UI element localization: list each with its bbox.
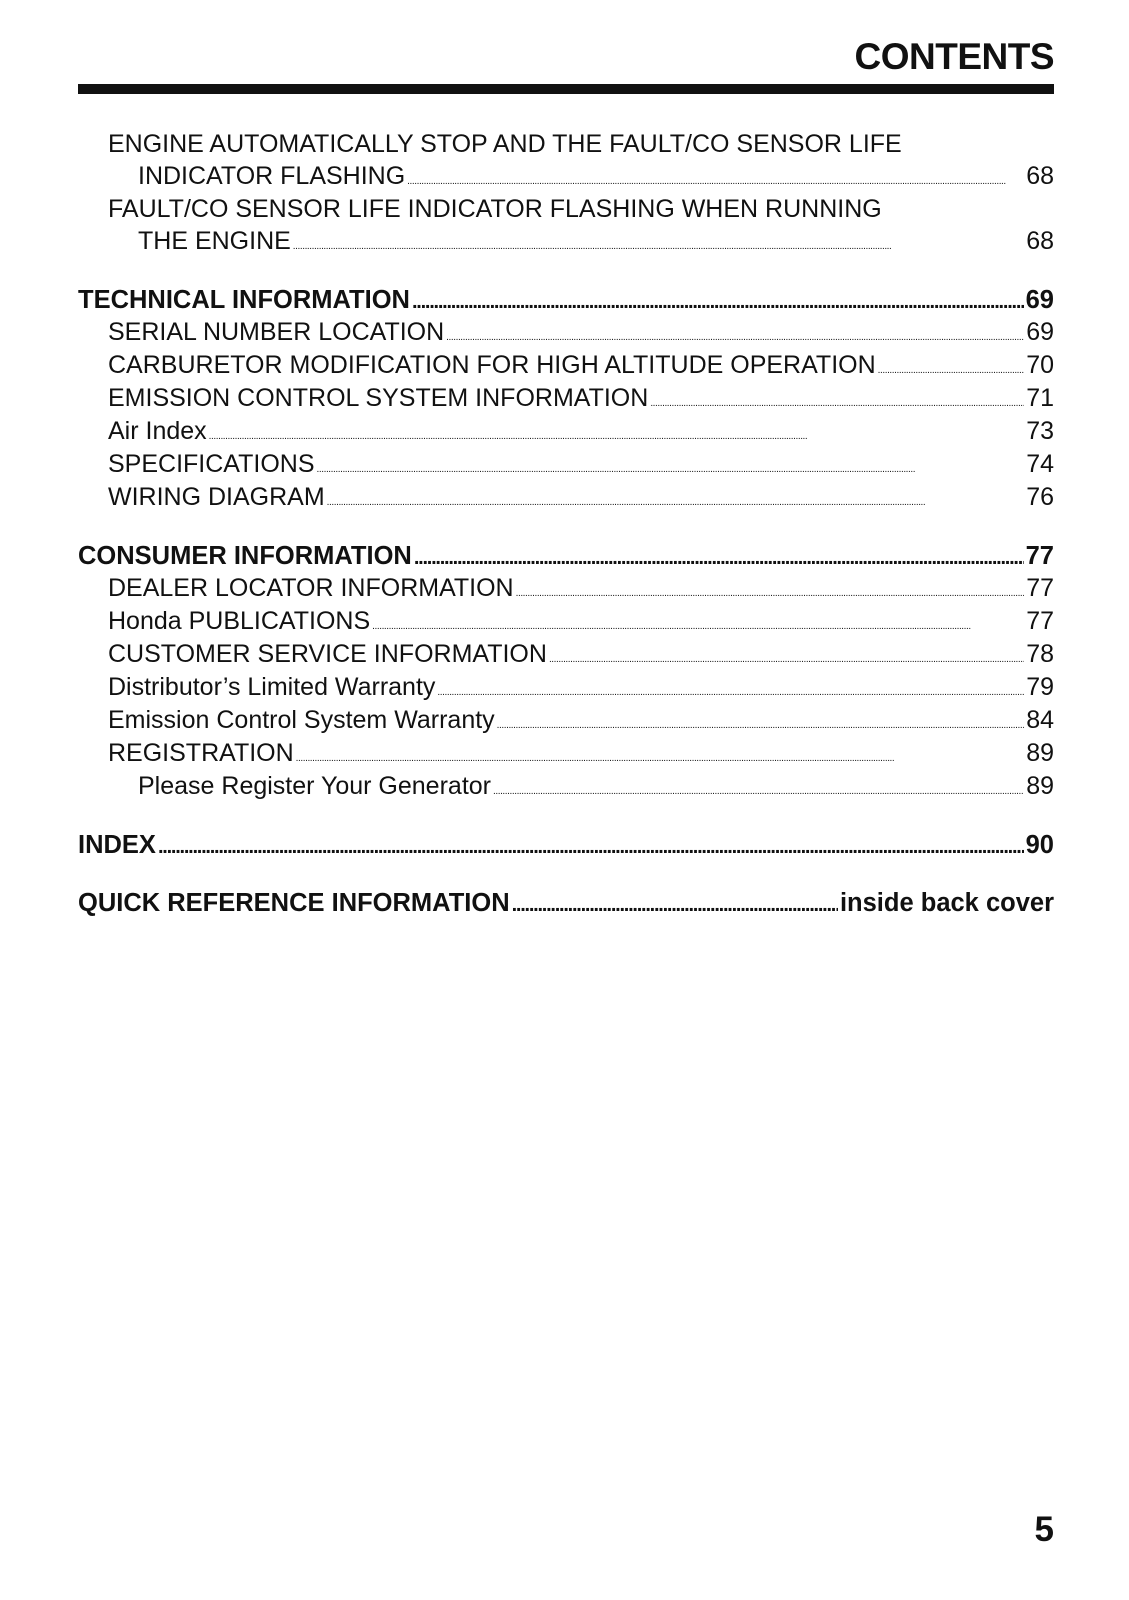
toc-entry-page: 68 bbox=[1026, 162, 1054, 190]
page-number: 5 bbox=[1034, 1510, 1054, 1549]
toc-entry-page: 84 bbox=[1026, 706, 1054, 734]
toc-entry-label: ENGINE AUTOMATICALLY STOP AND THE FAULT/CO SENSOR LIFE bbox=[108, 130, 902, 158]
dot-leader bbox=[516, 583, 1025, 605]
toc-entry-label: WIRING DIAGRAM bbox=[108, 483, 325, 511]
toc-entry-page: 78 bbox=[1026, 640, 1054, 668]
toc-entry[interactable] bbox=[78, 316, 1054, 349]
page-title: CONTENTS bbox=[854, 36, 1054, 77]
dot-leader bbox=[549, 649, 1024, 671]
toc-entry-label: THE ENGINE bbox=[138, 227, 291, 255]
toc-entry-label: Honda PUBLICATIONS bbox=[108, 607, 371, 635]
dot-leader bbox=[878, 360, 1025, 382]
toc-entry[interactable] bbox=[78, 481, 1054, 514]
toc-subentry[interactable] bbox=[78, 770, 1054, 803]
toc-entry-label: EMISSION CONTROL SYSTEM INFORMATION bbox=[108, 384, 649, 412]
toc-entry-page: 68 bbox=[1026, 227, 1054, 255]
title-rule bbox=[78, 84, 1054, 94]
toc-section-page: 69 bbox=[1025, 286, 1054, 314]
toc-entry-label: SPECIFICATIONS bbox=[108, 450, 315, 478]
toc-section-page: 90 bbox=[1025, 831, 1054, 859]
toc-entry-page: 89 bbox=[1026, 772, 1054, 800]
toc-section-technical[interactable] bbox=[78, 284, 1054, 316]
toc-entry[interactable] bbox=[78, 448, 1054, 481]
toc-entry[interactable] bbox=[78, 737, 1054, 770]
toc-entry-fault-running-line2[interactable] bbox=[78, 225, 1054, 258]
toc-entry-label: Emission Control System Warranty bbox=[108, 706, 495, 734]
dot-leader bbox=[293, 236, 1024, 258]
toc-entry-label: INDICATOR FLASHING bbox=[138, 162, 406, 190]
toc-section-consumer[interactable] bbox=[78, 540, 1054, 572]
toc-entry[interactable] bbox=[78, 638, 1054, 671]
dot-leader bbox=[372, 616, 1024, 638]
toc-entry-page: 79 bbox=[1026, 673, 1054, 701]
toc-entry-label: Air Index bbox=[108, 417, 207, 445]
dot-leader bbox=[296, 748, 1025, 770]
toc-section-index[interactable] bbox=[78, 829, 1054, 861]
toc-entry-page: 71 bbox=[1026, 384, 1054, 412]
toc-section-page: 77 bbox=[1025, 542, 1054, 570]
toc-entry[interactable] bbox=[78, 704, 1054, 737]
toc-entry-page: 76 bbox=[1026, 483, 1054, 511]
dot-leader bbox=[497, 715, 1025, 737]
toc-entry-label: SERIAL NUMBER LOCATION bbox=[108, 318, 445, 346]
toc-entry[interactable] bbox=[78, 382, 1054, 415]
toc-section-page: inside back cover bbox=[839, 889, 1054, 917]
toc-entry[interactable] bbox=[78, 415, 1054, 448]
toc-entry-fault-running-line1[interactable] bbox=[78, 193, 1054, 225]
toc-entry-label: CARBURETOR MODIFICATION FOR HIGH ALTITUDE OPERATION bbox=[108, 351, 876, 379]
toc-entry-page: 73 bbox=[1026, 417, 1054, 445]
toc-section-label: TECHNICAL INFORMATION bbox=[78, 286, 410, 314]
toc-entry-label: Distributor’s Limited Warranty bbox=[108, 673, 436, 701]
dot-leader bbox=[446, 327, 1024, 349]
dot-leader bbox=[414, 547, 1024, 569]
toc-entry-label: FAULT/CO SENSOR LIFE INDICATOR FLASHING WHEN RUNNING bbox=[108, 195, 882, 223]
dot-leader bbox=[209, 426, 1025, 448]
toc-entry-label: Please Register Your Generator bbox=[138, 772, 491, 800]
toc-section-label: CONSUMER INFORMATION bbox=[78, 542, 412, 570]
toc-entry-label: REGISTRATION bbox=[108, 739, 294, 767]
dot-leader bbox=[493, 781, 1024, 803]
toc-entry[interactable] bbox=[78, 671, 1054, 704]
toc-entry-page: 77 bbox=[1026, 607, 1054, 635]
toc-entry-page: 69 bbox=[1026, 318, 1054, 346]
toc-entry[interactable] bbox=[78, 349, 1054, 382]
dot-leader bbox=[650, 393, 1024, 415]
table-of-contents bbox=[78, 128, 1054, 919]
toc-entry-engine-stop-line1[interactable] bbox=[78, 128, 1054, 160]
toc-section-label: INDEX bbox=[78, 831, 156, 859]
dot-leader bbox=[407, 171, 1024, 193]
dot-leader bbox=[317, 459, 1025, 481]
toc-entry-label: DEALER LOCATOR INFORMATION bbox=[108, 574, 514, 602]
toc-entry-page: 77 bbox=[1026, 574, 1054, 602]
toc-entry[interactable] bbox=[78, 605, 1054, 638]
toc-section-label: QUICK REFERENCE INFORMATION bbox=[78, 889, 510, 917]
dot-leader bbox=[327, 492, 1025, 514]
toc-entry-page: 89 bbox=[1026, 739, 1054, 767]
toc-entry-page: 74 bbox=[1026, 450, 1054, 478]
dot-leader bbox=[437, 682, 1024, 704]
toc-entry-label: CUSTOMER SERVICE INFORMATION bbox=[108, 640, 547, 668]
toc-entry[interactable] bbox=[78, 572, 1054, 605]
dot-leader bbox=[512, 894, 838, 916]
toc-section-quick-reference[interactable] bbox=[78, 887, 1054, 919]
toc-entry-engine-stop-line2[interactable] bbox=[78, 160, 1054, 193]
dot-leader bbox=[158, 836, 1024, 858]
toc-entry-page: 70 bbox=[1026, 351, 1054, 379]
dot-leader bbox=[412, 291, 1024, 313]
